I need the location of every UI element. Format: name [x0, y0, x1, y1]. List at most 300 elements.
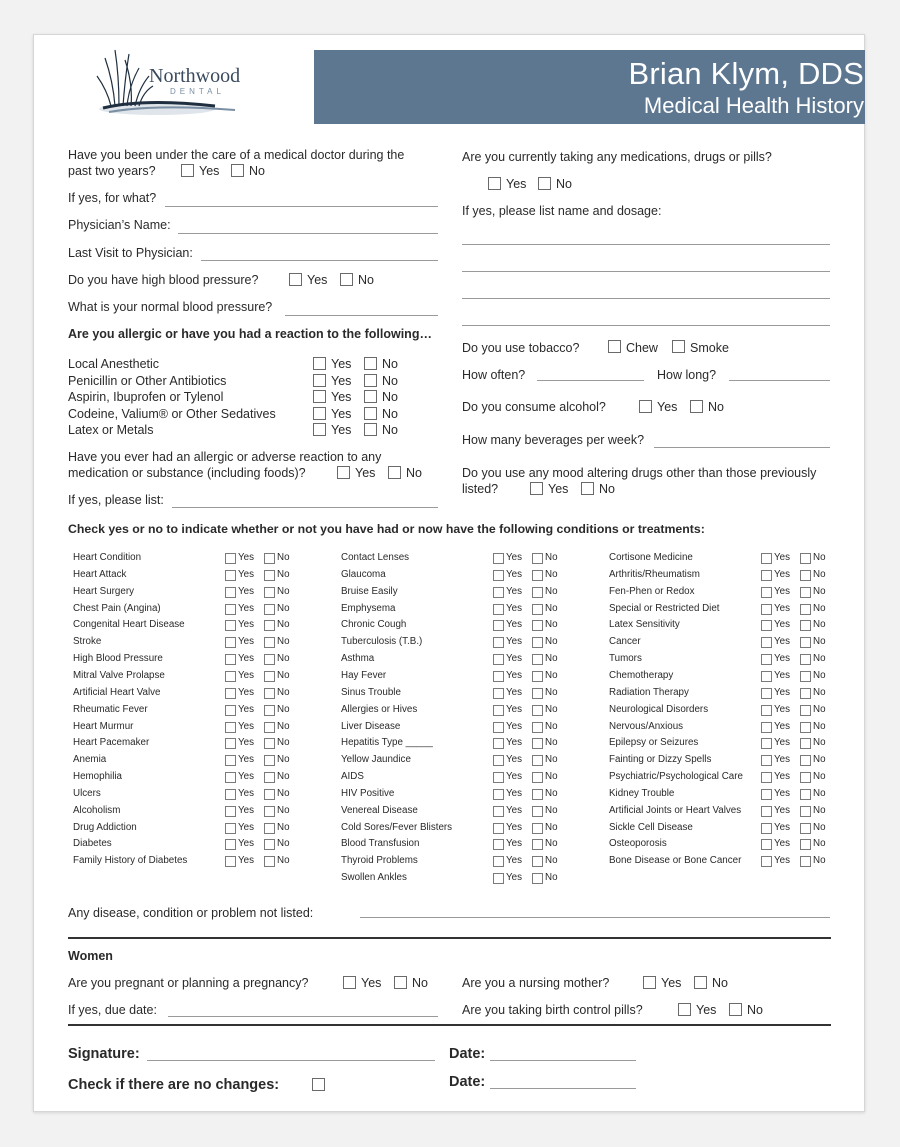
- condition-label: Liver Disease: [341, 720, 401, 732]
- condition-yes-checkbox[interactable]: [493, 637, 504, 648]
- no-label: No: [813, 619, 826, 631]
- condition-yes-checkbox[interactable]: [761, 637, 772, 648]
- condition-yes-checkbox[interactable]: [493, 823, 504, 834]
- q-doctor-care-cont: past two years?: [68, 164, 156, 178]
- allergy-yes-checkbox[interactable]: [313, 374, 326, 387]
- condition-label: Neurological Disorders: [609, 703, 709, 715]
- yes-label: Yes: [238, 552, 254, 563]
- condition-yes-checkbox[interactable]: [761, 839, 772, 850]
- condition-no-checkbox[interactable]: [800, 620, 811, 631]
- condition-no-checkbox[interactable]: [264, 553, 275, 564]
- adverse-no-checkbox[interactable]: [388, 466, 401, 479]
- mood-no-checkbox[interactable]: [581, 482, 594, 495]
- condition-no-checkbox[interactable]: [532, 620, 543, 631]
- yes-label: Yes: [331, 373, 352, 388]
- condition-yes-checkbox[interactable]: [761, 604, 772, 615]
- no-label: No: [545, 653, 558, 665]
- yes-label: Yes: [331, 423, 352, 437]
- condition-yes-checkbox[interactable]: [225, 839, 236, 850]
- condition-label: Artificial Joints or Heart Valves: [609, 804, 742, 816]
- yes-label: Yes: [199, 164, 220, 178]
- dosage-line-1[interactable]: [462, 244, 830, 245]
- condition-no-checkbox[interactable]: [532, 755, 543, 766]
- condition-no-checkbox[interactable]: [264, 705, 275, 716]
- no-label: No: [556, 177, 572, 191]
- yes-label: Yes: [331, 357, 352, 371]
- condition-no-checkbox[interactable]: [264, 856, 275, 867]
- condition-yes-checkbox[interactable]: [761, 772, 772, 783]
- yes-label: Yes: [506, 754, 522, 766]
- yes-label: Yes: [506, 838, 522, 850]
- allergy-label: Local Anesthetic: [68, 357, 160, 371]
- last-visit-label: Last Visit to Physician:: [68, 246, 193, 260]
- condition-no-checkbox[interactable]: [532, 856, 543, 867]
- condition-no-checkbox[interactable]: [532, 587, 543, 598]
- condition-yes-checkbox[interactable]: [761, 671, 772, 682]
- no-label: No: [277, 686, 290, 698]
- yes-label: Yes: [506, 619, 522, 631]
- condition-label: Hay Fever: [341, 669, 387, 681]
- condition-yes-checkbox[interactable]: [761, 570, 772, 581]
- condition-no-checkbox[interactable]: [532, 570, 543, 581]
- condition-label: Cold Sores/Fever Blisters: [341, 821, 453, 833]
- allergy-yes-checkbox[interactable]: [313, 423, 326, 436]
- how-long-label: How long?: [657, 368, 717, 382]
- doctor-yes-checkbox[interactable]: [181, 164, 194, 177]
- adverse-question: Have you ever had an allergic or adverse reaction to any: [68, 450, 382, 464]
- allergy-label: Codeine, Valium® or Other Sedatives: [68, 406, 276, 421]
- no-changes-checkbox[interactable]: [312, 1078, 325, 1091]
- allergy-heading: Are you allergic or have you had a reaction to the following…: [68, 327, 432, 341]
- condition-yes-checkbox[interactable]: [493, 722, 504, 733]
- condition-yes-checkbox[interactable]: [225, 620, 236, 631]
- no-label: No: [277, 602, 290, 614]
- no-label: No: [277, 771, 290, 783]
- condition-no-checkbox[interactable]: [800, 637, 811, 648]
- yes-label: Yes: [657, 400, 678, 414]
- yes-label: Yes: [238, 720, 254, 732]
- condition-yes-checkbox[interactable]: [493, 738, 504, 749]
- allergy-yes-checkbox[interactable]: [313, 407, 326, 420]
- beverages-label: How many beverages per week?: [462, 433, 645, 447]
- birth-control-yes-checkbox[interactable]: [678, 1003, 691, 1016]
- yes-label: Yes: [506, 855, 522, 867]
- yes-label: Yes: [548, 482, 569, 496]
- no-label: No: [382, 390, 398, 404]
- yes-label: Yes: [238, 821, 254, 833]
- physician-name-field[interactable]: [178, 233, 438, 234]
- condition-yes-checkbox[interactable]: [761, 722, 772, 733]
- condition-yes-checkbox[interactable]: [225, 789, 236, 800]
- allergy-yes-checkbox[interactable]: [313, 390, 326, 403]
- doctor-no-checkbox[interactable]: [231, 164, 244, 177]
- condition-yes-checkbox[interactable]: [761, 789, 772, 800]
- yes-label: Yes: [506, 552, 522, 563]
- no-changes-label: Check if there are no changes:: [68, 1077, 280, 1093]
- no-label: No: [545, 636, 558, 648]
- allergy-no-checkbox[interactable]: [364, 374, 377, 387]
- alcohol-no-checkbox[interactable]: [690, 400, 703, 413]
- no-label: No: [747, 1003, 763, 1017]
- condition-no-checkbox[interactable]: [532, 789, 543, 800]
- condition-yes-checkbox[interactable]: [761, 587, 772, 598]
- yes-label: Yes: [774, 636, 790, 648]
- condition-yes-checkbox[interactable]: [493, 755, 504, 766]
- condition-no-checkbox[interactable]: [532, 654, 543, 665]
- no-label: No: [813, 653, 826, 665]
- no-label: No: [545, 754, 558, 766]
- high-bp-yes-checkbox[interactable]: [289, 273, 302, 286]
- allergy-no-checkbox[interactable]: [364, 423, 377, 436]
- condition-label: Kidney Trouble: [609, 787, 675, 799]
- condition-label: Diabetes: [73, 838, 112, 850]
- condition-label: Chemotherapy: [609, 669, 674, 681]
- condition-yes-checkbox[interactable]: [225, 688, 236, 699]
- condition-no-checkbox[interactable]: [800, 772, 811, 783]
- condition-label: Heart Attack: [73, 568, 127, 580]
- condition-yes-checkbox[interactable]: [493, 705, 504, 716]
- condition-yes-checkbox[interactable]: [225, 604, 236, 615]
- condition-yes-checkbox[interactable]: [761, 705, 772, 716]
- condition-no-checkbox[interactable]: [800, 789, 811, 800]
- smoke-checkbox[interactable]: [672, 340, 685, 353]
- condition-no-checkbox[interactable]: [532, 722, 543, 733]
- pregnant-yes-checkbox[interactable]: [343, 976, 356, 989]
- condition-yes-checkbox[interactable]: [225, 671, 236, 682]
- condition-yes-checkbox[interactable]: [493, 806, 504, 817]
- no-label: No: [277, 754, 290, 766]
- condition-label: Congenital Heart Disease: [73, 619, 185, 631]
- pregnant-no-checkbox[interactable]: [394, 976, 407, 989]
- no-label: No: [277, 787, 290, 799]
- condition-no-checkbox[interactable]: [532, 823, 543, 834]
- adverse-yes-checkbox[interactable]: [337, 466, 350, 479]
- condition-yes-checkbox[interactable]: [493, 772, 504, 783]
- how-often-field[interactable]: [537, 380, 644, 381]
- condition-no-checkbox[interactable]: [532, 553, 543, 564]
- condition-no-checkbox[interactable]: [800, 604, 811, 615]
- condition-no-checkbox[interactable]: [532, 772, 543, 783]
- allergy-label: Aspirin, Ibuprofen or Tylenol: [68, 390, 224, 404]
- no-label: No: [545, 703, 558, 715]
- yes-label: Yes: [774, 653, 790, 665]
- condition-yes-checkbox[interactable]: [493, 604, 504, 615]
- allergy-no-checkbox[interactable]: [364, 357, 377, 370]
- condition-no-checkbox[interactable]: [532, 738, 543, 749]
- conditions-heading: Check yes or no to indicate whether or not you have had or now have the following conditions or treatments:: [68, 522, 705, 536]
- condition-label: Asthma: [341, 653, 375, 665]
- condition-yes-checkbox[interactable]: [761, 738, 772, 749]
- divider: [68, 1024, 831, 1026]
- condition-no-checkbox[interactable]: [800, 671, 811, 682]
- allergy-no-checkbox[interactable]: [364, 407, 377, 420]
- yes-label: Yes: [506, 787, 522, 799]
- no-label: No: [708, 400, 724, 414]
- dosage-line-2[interactable]: [462, 271, 830, 272]
- condition-label: Artificial Heart Valve: [73, 686, 161, 698]
- condition-yes-checkbox[interactable]: [225, 570, 236, 581]
- condition-yes-checkbox[interactable]: [493, 856, 504, 867]
- condition-no-checkbox[interactable]: [264, 604, 275, 615]
- yes-label: Yes: [506, 804, 522, 816]
- yes-label: Yes: [238, 804, 254, 816]
- medications-yes-checkbox[interactable]: [488, 177, 501, 190]
- condition-no-checkbox[interactable]: [800, 654, 811, 665]
- yes-label: Yes: [238, 771, 254, 783]
- condition-no-checkbox[interactable]: [264, 722, 275, 733]
- allergy-yes-checkbox[interactable]: [313, 357, 326, 370]
- smoke-label: Smoke: [690, 341, 729, 355]
- condition-no-checkbox[interactable]: [800, 705, 811, 716]
- dosage-line-4[interactable]: [462, 325, 830, 326]
- condition-yes-checkbox[interactable]: [493, 789, 504, 800]
- no-label: No: [813, 754, 826, 766]
- condition-label: Chronic Cough: [341, 619, 407, 631]
- yes-label: Yes: [506, 568, 522, 580]
- chew-checkbox[interactable]: [608, 340, 621, 353]
- condition-no-checkbox[interactable]: [264, 688, 275, 699]
- condition-yes-checkbox[interactable]: [493, 654, 504, 665]
- condition-yes-checkbox[interactable]: [225, 856, 236, 867]
- allergy-no-checkbox[interactable]: [364, 390, 377, 403]
- condition-yes-checkbox[interactable]: [225, 587, 236, 598]
- condition-yes-checkbox[interactable]: [493, 570, 504, 581]
- nursing-question: Are you a nursing mother?: [462, 976, 610, 990]
- condition-no-checkbox[interactable]: [264, 755, 275, 766]
- condition-no-checkbox[interactable]: [532, 671, 543, 682]
- no-label: No: [382, 357, 398, 371]
- last-visit-field[interactable]: [201, 260, 438, 261]
- condition-yes-checkbox[interactable]: [493, 620, 504, 631]
- high-bp-no-checkbox[interactable]: [340, 273, 353, 286]
- condition-label: Chest Pain (Angina): [73, 602, 161, 614]
- condition-yes-checkbox[interactable]: [225, 637, 236, 648]
- condition-no-checkbox[interactable]: [264, 570, 275, 581]
- condition-no-checkbox[interactable]: [800, 823, 811, 834]
- condition-no-checkbox[interactable]: [532, 806, 543, 817]
- condition-no-checkbox[interactable]: [264, 806, 275, 817]
- yes-label: Yes: [661, 976, 682, 990]
- condition-label: Bone Disease or Bone Cancer: [609, 855, 742, 867]
- condition-yes-checkbox[interactable]: [761, 806, 772, 817]
- condition-label: Ulcers: [73, 787, 101, 799]
- no-label: No: [813, 838, 826, 850]
- form-sheet: [33, 34, 865, 1112]
- condition-no-checkbox[interactable]: [800, 553, 811, 564]
- condition-yes-checkbox[interactable]: [225, 553, 236, 564]
- yes-label: Yes: [331, 390, 352, 404]
- beverages-field[interactable]: [654, 447, 830, 448]
- condition-yes-checkbox[interactable]: [225, 705, 236, 716]
- list-dosage-label: If yes, please list name and dosage:: [462, 204, 662, 218]
- condition-label: Fen-Phen or Redox: [609, 585, 695, 597]
- condition-no-checkbox[interactable]: [800, 722, 811, 733]
- condition-label: Hemophilia: [73, 771, 123, 783]
- yes-label: Yes: [506, 872, 522, 884]
- condition-no-checkbox[interactable]: [800, 755, 811, 766]
- condition-yes-checkbox[interactable]: [761, 856, 772, 867]
- yes-label: Yes: [238, 669, 254, 681]
- birth-control-no-checkbox[interactable]: [729, 1003, 742, 1016]
- condition-no-checkbox[interactable]: [800, 839, 811, 850]
- yes-label: Yes: [238, 754, 254, 766]
- condition-yes-checkbox[interactable]: [225, 806, 236, 817]
- condition-yes-checkbox[interactable]: [761, 823, 772, 834]
- yes-label: Yes: [238, 855, 254, 867]
- condition-no-checkbox[interactable]: [264, 772, 275, 783]
- yes-label: Yes: [238, 838, 254, 850]
- yes-label: Yes: [506, 720, 522, 732]
- condition-yes-checkbox[interactable]: [761, 688, 772, 699]
- mood-yes-checkbox[interactable]: [530, 482, 543, 495]
- due-date-label: If yes, due date:: [68, 1003, 157, 1017]
- yes-label: Yes: [774, 552, 790, 563]
- condition-no-checkbox[interactable]: [264, 671, 275, 682]
- other-condition-field[interactable]: [360, 917, 830, 918]
- no-label: No: [813, 703, 826, 715]
- signature-label: Signature:: [68, 1046, 140, 1062]
- condition-no-checkbox[interactable]: [264, 789, 275, 800]
- condition-no-checkbox[interactable]: [800, 806, 811, 817]
- no-label: No: [545, 686, 558, 698]
- condition-label: Emphysema: [341, 602, 396, 614]
- no-label: No: [545, 552, 558, 563]
- due-date-field[interactable]: [168, 1016, 438, 1017]
- if-yes-what-label: If yes, for what?: [68, 191, 157, 205]
- yes-label: Yes: [307, 273, 328, 287]
- no-label: No: [277, 636, 290, 648]
- condition-yes-checkbox[interactable]: [225, 772, 236, 783]
- condition-label: Anemia: [73, 754, 107, 766]
- condition-yes-checkbox[interactable]: [225, 823, 236, 834]
- condition-label: Glaucoma: [341, 568, 386, 580]
- condition-yes-checkbox[interactable]: [761, 654, 772, 665]
- condition-label: Contact Lenses: [341, 552, 410, 563]
- condition-label: Heart Murmur: [73, 720, 134, 732]
- yes-label: Yes: [238, 787, 254, 799]
- no-label: No: [813, 771, 826, 783]
- condition-no-checkbox[interactable]: [264, 620, 275, 631]
- no-label: No: [813, 855, 826, 867]
- condition-yes-checkbox[interactable]: [761, 553, 772, 564]
- no-label: No: [813, 602, 826, 614]
- logo-tagline: DENTAL: [170, 87, 225, 96]
- condition-label: Tuberculosis (T.B.): [341, 636, 423, 648]
- no-label: No: [813, 821, 826, 833]
- condition-no-checkbox[interactable]: [264, 587, 275, 598]
- no-label: No: [277, 568, 290, 580]
- condition-yes-checkbox[interactable]: [225, 722, 236, 733]
- condition-no-checkbox[interactable]: [264, 654, 275, 665]
- condition-no-checkbox[interactable]: [800, 856, 811, 867]
- nursing-no-checkbox[interactable]: [694, 976, 707, 989]
- date-field[interactable]: [490, 1060, 636, 1061]
- how-long-field[interactable]: [729, 380, 830, 381]
- condition-yes-checkbox[interactable]: [493, 587, 504, 598]
- condition-no-checkbox[interactable]: [532, 688, 543, 699]
- condition-no-checkbox[interactable]: [264, 823, 275, 834]
- condition-yes-checkbox[interactable]: [493, 671, 504, 682]
- condition-yes-checkbox[interactable]: [493, 553, 504, 564]
- condition-label: Family History of Diabetes: [73, 855, 188, 867]
- physician-name-label: Physician’s Name:: [68, 218, 171, 232]
- no-label: No: [412, 976, 428, 990]
- condition-no-checkbox[interactable]: [532, 637, 543, 648]
- condition-no-checkbox[interactable]: [264, 637, 275, 648]
- yes-label: Yes: [506, 703, 522, 715]
- date-field-2[interactable]: [490, 1088, 636, 1089]
- no-label: No: [277, 619, 290, 631]
- condition-label: AIDS: [341, 771, 364, 783]
- condition-yes-checkbox[interactable]: [225, 738, 236, 749]
- condition-no-checkbox[interactable]: [800, 570, 811, 581]
- allergy-label: Penicillin or Other Antibiotics: [68, 373, 227, 388]
- alcohol-yes-checkbox[interactable]: [639, 400, 652, 413]
- yes-label: Yes: [238, 636, 254, 648]
- if-yes-what-field[interactable]: [165, 206, 438, 207]
- no-label: No: [545, 771, 558, 783]
- signature-field[interactable]: [147, 1060, 435, 1061]
- condition-no-checkbox[interactable]: [532, 604, 543, 615]
- condition-no-checkbox[interactable]: [800, 587, 811, 598]
- yes-label: Yes: [238, 737, 254, 749]
- condition-label: Allergies or Hives: [341, 703, 418, 715]
- no-label: No: [277, 720, 290, 732]
- medications-no-checkbox[interactable]: [538, 177, 551, 190]
- condition-yes-checkbox[interactable]: [761, 755, 772, 766]
- condition-label: Sickle Cell Disease: [609, 821, 693, 833]
- no-label: No: [813, 804, 826, 816]
- condition-label: Bruise Easily: [341, 585, 398, 597]
- condition-label: Nervous/Anxious: [609, 720, 684, 732]
- condition-yes-checkbox[interactable]: [493, 688, 504, 699]
- condition-yes-checkbox[interactable]: [493, 839, 504, 850]
- condition-no-checkbox[interactable]: [264, 738, 275, 749]
- condition-label: Sinus Trouble: [341, 686, 401, 698]
- condition-yes-checkbox[interactable]: [225, 654, 236, 665]
- no-label: No: [277, 669, 290, 681]
- no-label: No: [545, 585, 558, 597]
- condition-no-checkbox[interactable]: [264, 839, 275, 850]
- yes-label: Yes: [506, 177, 527, 191]
- yes-label: Yes: [774, 737, 790, 749]
- tobacco-question: Do you use tobacco?: [462, 341, 580, 355]
- no-label: No: [599, 482, 615, 496]
- normal-bp-field[interactable]: [285, 315, 438, 316]
- condition-no-checkbox[interactable]: [532, 839, 543, 850]
- condition-no-checkbox[interactable]: [532, 873, 543, 884]
- no-label: No: [813, 568, 826, 580]
- dosage-line-3[interactable]: [462, 298, 830, 299]
- nursing-yes-checkbox[interactable]: [643, 976, 656, 989]
- condition-yes-checkbox[interactable]: [225, 755, 236, 766]
- yes-label: Yes: [774, 568, 790, 580]
- if-yes-list-field[interactable]: [172, 507, 438, 508]
- other-condition-label: Any disease, condition or problem not listed:: [68, 906, 314, 920]
- condition-label: Thyroid Problems: [341, 855, 418, 867]
- no-label: No: [277, 653, 290, 665]
- condition-no-checkbox[interactable]: [800, 688, 811, 699]
- no-label: No: [545, 838, 558, 850]
- yes-label: Yes: [774, 669, 790, 681]
- condition-no-checkbox[interactable]: [532, 705, 543, 716]
- condition-no-checkbox[interactable]: [800, 738, 811, 749]
- no-label: No: [277, 585, 290, 597]
- condition-yes-checkbox[interactable]: [493, 873, 504, 884]
- yes-label: Yes: [506, 653, 522, 665]
- no-label: No: [813, 720, 826, 732]
- condition-yes-checkbox[interactable]: [761, 620, 772, 631]
